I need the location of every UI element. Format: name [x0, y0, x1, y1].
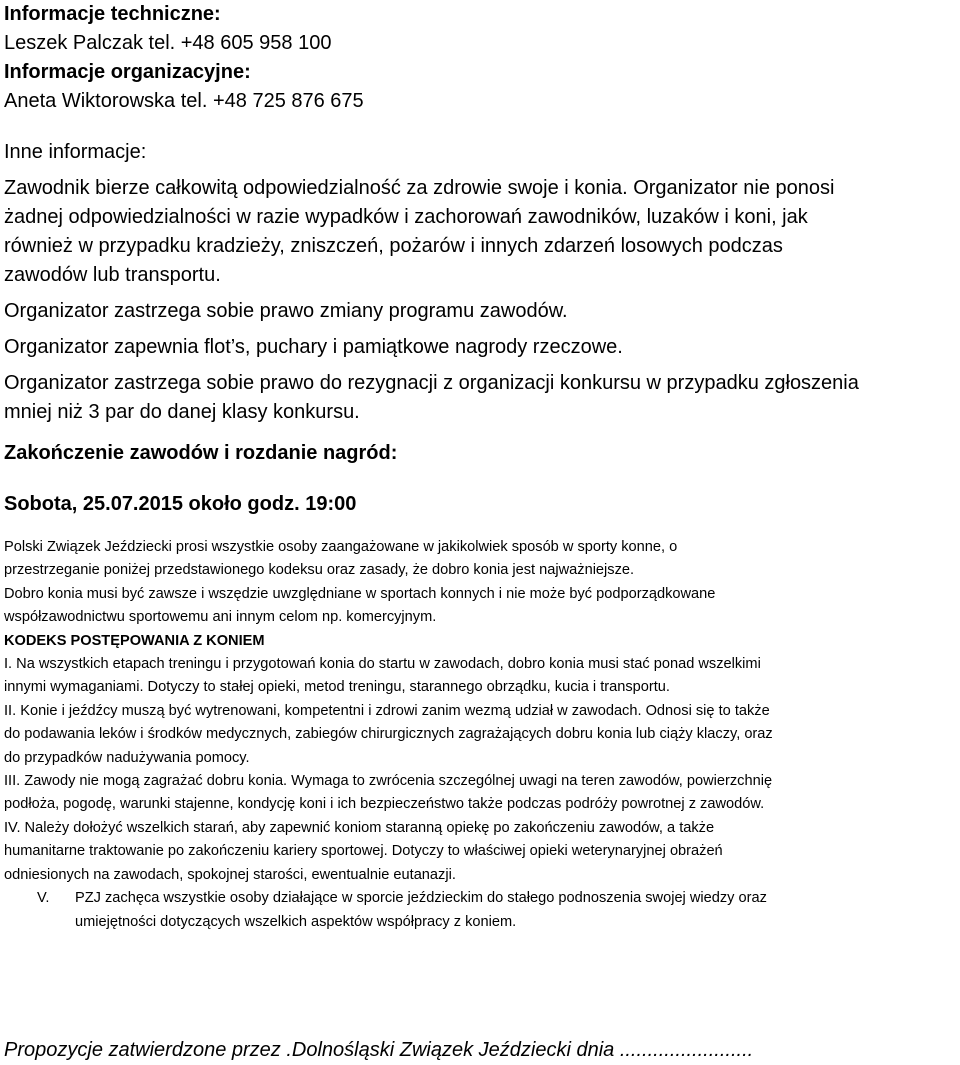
closing-datetime: Sobota, 25.07.2015 około godz. 19:00	[4, 493, 357, 515]
liability-line: żadnej odpowiedzialności w razie wypadków i zachorowań zawodników, luzaków i koni, jak	[4, 206, 808, 228]
cancellation-line: Organizator zastrzega sobie prawo do rezygnacji z organizacji konkursu w przypadku zgłoszenia	[4, 372, 859, 394]
other-info-section	[4, 138, 956, 427]
prizes-note: Organizator zapewnia flot’s, puchary i pamiątkowe nagrody rzeczowe.	[4, 336, 623, 358]
organizational-contact: Aneta Wiktorowska tel. +48 725 876 675	[4, 90, 364, 112]
liability-line: również w przypadku kradzieży, zniszczeń, pożarów i innych zdarzeń losowych podczas	[4, 235, 783, 257]
code-point-1: innymi wymaganiami. Dotyczy to stałej opieki, metod treningu, starannego obrządku, kucia i transportu.	[4, 679, 670, 696]
code-point-2: do przypadków nadużywania pomocy.	[4, 749, 250, 766]
pzj-intro-line: Polski Związek Jeździecki prosi wszystkie osoby zaangażowane w jakikolwiek sposób w sporty konne, o	[4, 539, 678, 555]
code-point-4: humanitarne traktowanie po zakończeniu kariery sportowej. Dotyczy to właściwej opieki weterynaryjnej obrażeń	[4, 843, 723, 860]
program-change-note: Organizator zastrzega sobie prawo zmiany programu zawodów.	[4, 300, 568, 322]
closing-heading: Zakończenie zawodów i rozdanie nagród:	[4, 442, 398, 464]
code-point-5	[4, 887, 956, 934]
liability-paragraph	[4, 174, 956, 290]
pzj-intro-line: współzawodnictwu sportowemu ani innym celom np. komercyjnym.	[4, 609, 437, 626]
code-point-4: IV. Należy dołożyć wszelkich starań, aby zapewnić koniom staranną opiekę po zakończeniu zawodów, a także	[4, 819, 715, 836]
technical-info-heading: Informacje techniczne:	[4, 3, 221, 25]
code-point-1: I. Na wszystkich etapach treningu i przygotowań konia do startu w zawodach, dobro konia musi stać ponad wszelkimi	[4, 656, 761, 673]
cancellation-paragraph	[4, 369, 956, 427]
contacts-section	[4, 0, 956, 116]
cancellation-line: mniej niż 3 par do danej klasy konkursu.	[4, 401, 360, 423]
code-point-2: do podawania leków i środków medycznych, zabiegów chirurgicznych zagrażających dobru konia lub ciąży klaczy, oraz	[4, 726, 773, 743]
code-point-5-line: umiejętności dotyczących wszelkich aspektów współpracy z koniem.	[75, 913, 517, 930]
technical-contact: Leszek Palczak tel. +48 605 958 100	[4, 32, 332, 54]
code-point-3: III. Zawody nie mogą zagrażać dobru konia. Wymaga to zwrócenia szczególnej uwagi na teren zawodów, powierzchnię	[4, 773, 773, 790]
closing-section	[4, 439, 956, 519]
code-heading: KODEKS POSTĘPOWANIA Z KONIEM	[4, 632, 265, 649]
pzj-intro-line: przestrzeganie poniżej przedstawionego kodeksu oraz zasady, że dobro konia jest najważniejsze.	[4, 562, 635, 579]
code-point-5-line: PZJ zachęca wszystkie osoby działające w sporcie jeździeckim do stałego podnoszenia swojej wiedzy oraz	[75, 890, 767, 907]
code-point-5-marker: V.	[37, 890, 50, 907]
document-page	[4, 0, 956, 934]
organizational-info-heading: Informacje organizacyjne:	[4, 61, 251, 83]
pzj-code-section	[4, 536, 956, 934]
liability-line: Zawodnik bierze całkowitą odpowiedzialność za zdrowie swoje i konia. Organizator nie ponosi	[4, 177, 835, 199]
other-info-heading: Inne informacje:	[4, 141, 147, 163]
code-point-3: podłoża, pogodę, warunki stajenne, kondycję koni i ich bezpieczeństwo także podczas podróży powrotnej z zawodów.	[4, 796, 765, 813]
liability-line: zawodów lub transportu.	[4, 264, 221, 286]
code-point-2: II. Konie i jeźdźcy muszą być wytrenowani, kompetentni i zdrowi zanim wezmą udział w zawodach. Odnosi się to także	[4, 702, 770, 719]
approval-footer: Propozycje zatwierdzone przez .Dolnośląski Związek Jeździecki dnia ........................	[4, 1039, 754, 1061]
pzj-intro-line: Dobro konia musi być zawsze i wszędzie uwzględniane w sportach konnych i nie może być podporządkowane	[4, 585, 716, 602]
code-point-4: odniesionych na zawodach, spokojnej starości, ewentualnie eutanazji.	[4, 866, 456, 883]
